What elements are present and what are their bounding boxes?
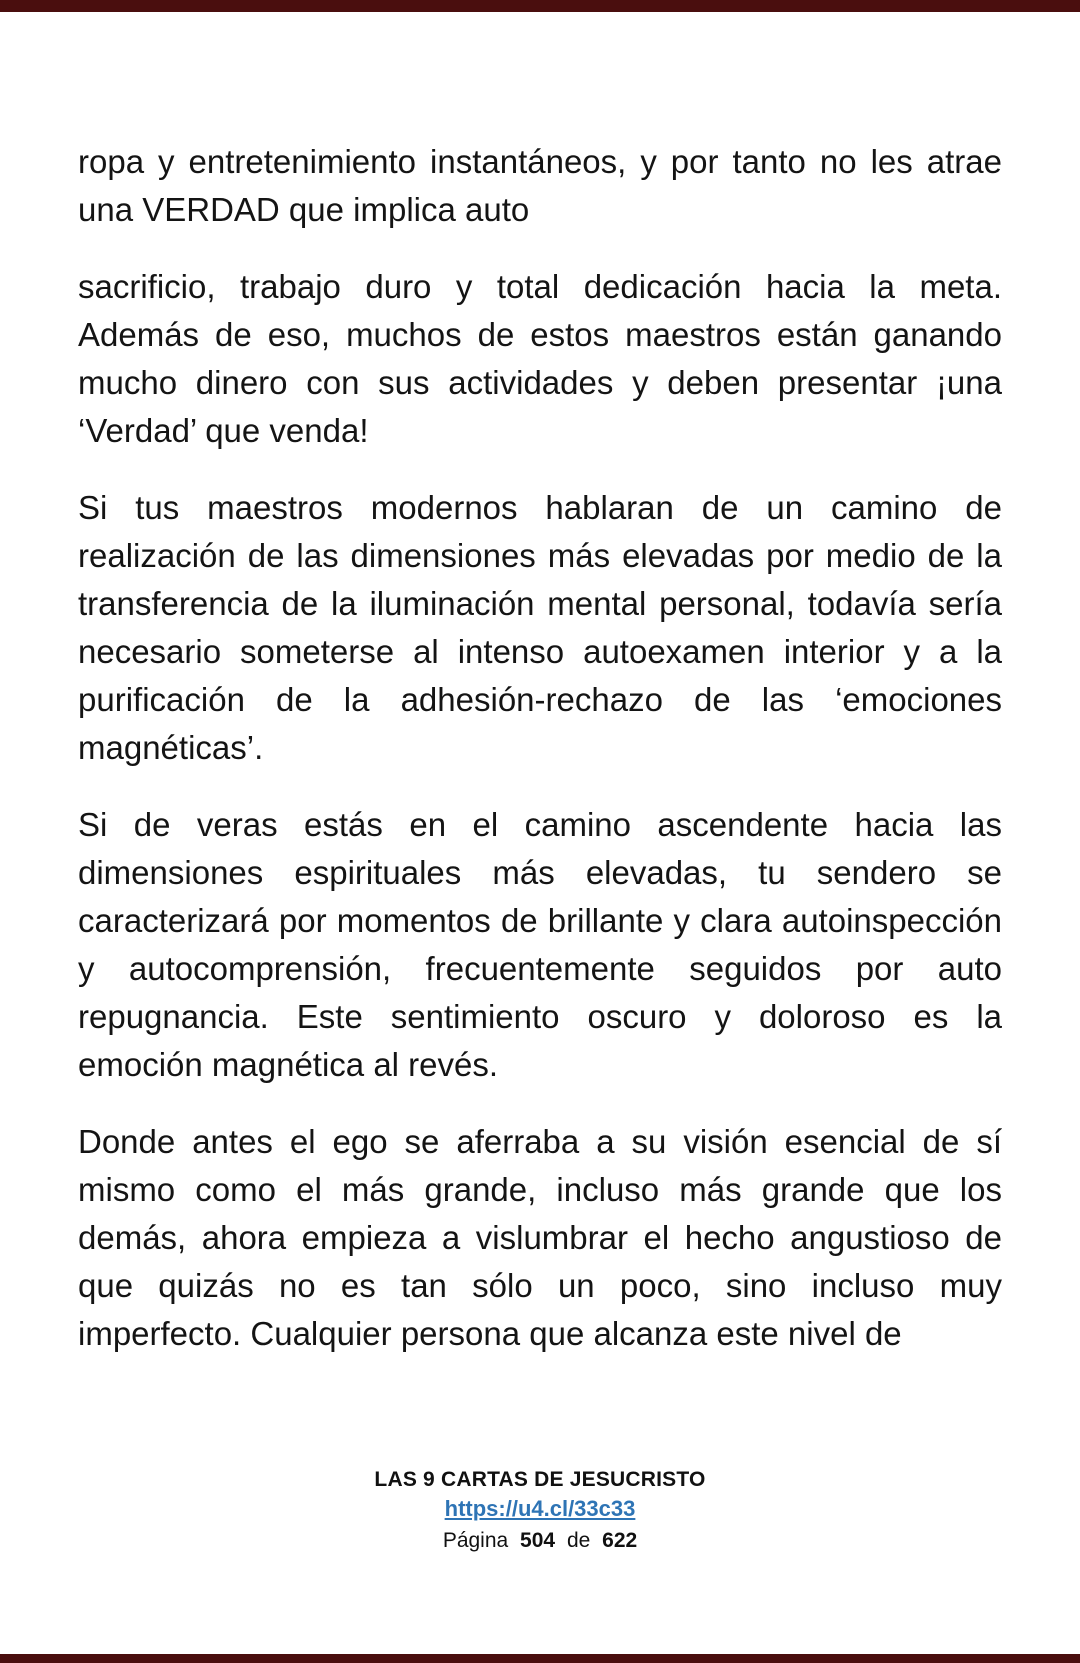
footer-link[interactable]: https://u4.cl/33c33 xyxy=(444,1496,636,1521)
book-title: LAS 9 CARTAS DE JESUCRISTO xyxy=(374,1468,706,1491)
body-text xyxy=(78,138,1002,1387)
page-number-label: Página xyxy=(442,1529,509,1552)
page-footer xyxy=(0,1466,1080,1555)
bottom-decorative-bar xyxy=(0,1654,1080,1663)
paragraph: Si tus maestros modernos hablaran de un camino de realización de las dimensiones más elevadas por medio de la transferencia de la iluminación mental personal, todavía sería necesario someterse al intenso autoexamen interior y a la purificación de la adhesión-rechazo de las ‘emociones magnéticas’. xyxy=(78,489,1002,766)
page-number xyxy=(0,1527,1080,1555)
page-number-total: 622 xyxy=(602,1529,638,1552)
page-number-current: 504 xyxy=(520,1529,556,1552)
top-decorative-bar xyxy=(0,0,1080,12)
page-number-separator: de xyxy=(566,1529,591,1552)
paragraph: Si de veras estás en el camino ascendente hacia las dimensiones espirituales más elevadas, tu sendero se caracterizará por momentos de brillante y clara autoinspección y autocomprensión, frecuentemente seguidos por auto repugnancia. Este sentimiento oscuro y doloroso es la emoción magnética al revés. xyxy=(78,806,1002,1083)
paragraph: sacrificio, trabajo duro y total dedicación hacia la meta. Además de eso, muchos de estos maestros están ganando mucho dinero con sus actividades y deben presentar ¡una ‘Verdad’ que venda! xyxy=(78,268,1002,449)
paragraph: Donde antes el ego se aferraba a su visión esencial de sí mismo como el más grande, incluso más grande que los demás, ahora empieza a vislumbrar el hecho angustioso de que quizás no es tan sólo un poco, sino incluso muy imperfecto. Cualquier persona que alcanza este nivel de xyxy=(78,1123,1002,1352)
paragraph: ropa y entretenimiento instantáneos, y por tanto no les atrae una VERDAD que implica auto xyxy=(78,143,1002,228)
